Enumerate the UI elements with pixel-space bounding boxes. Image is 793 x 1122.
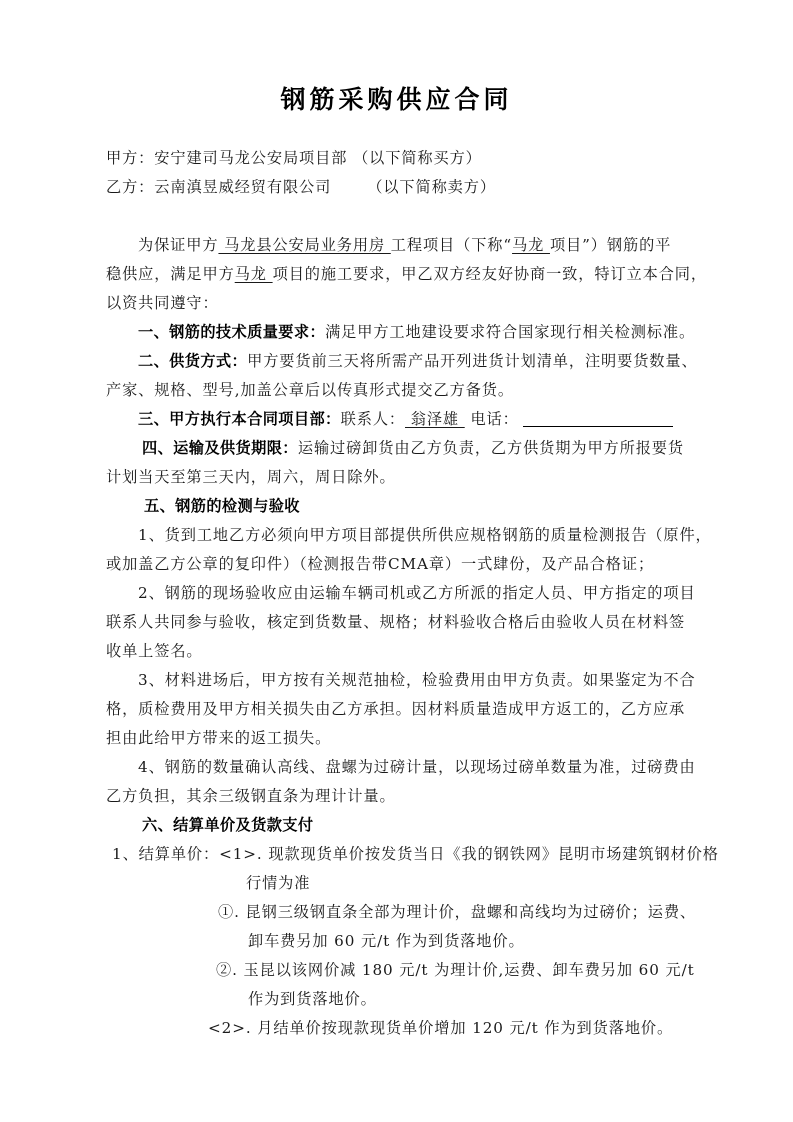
document-title: 钢筋采购供应合同 bbox=[280, 85, 513, 114]
section-3 bbox=[138, 409, 728, 429]
settlement-point-a-line-2: 卸车费另加 60 元/t 作为到货落地价。 bbox=[248, 932, 525, 950]
section-1-heading: 一、钢筋的技术质量要求： bbox=[138, 323, 326, 341]
preamble-line-2 bbox=[106, 264, 707, 284]
section-5-heading-text: 五、钢筋的检测与验收 bbox=[144, 497, 300, 515]
section-2-line-2: 产家、规格、型号,加盖公章后以传真形式提交乙方备货。 bbox=[106, 381, 514, 399]
section-2 bbox=[138, 351, 728, 371]
settlement-sub-1: <1>. 现款现货单价按发货当日《我的钢铁网》昆明市场建筑钢材价格 bbox=[219, 845, 719, 863]
settlement-point-b-line-1: ②. 玉昆以该网价减 180 元/t 为理计价,运费、卸车费另加 60 元/t bbox=[216, 961, 695, 979]
settlement-price-label: 1、结算单价： bbox=[112, 845, 220, 863]
party-b-label: 乙方： bbox=[106, 178, 155, 196]
settlement-point-b-line-2: 作为到货落地价。 bbox=[248, 990, 377, 1008]
section-5-item-2-line-1: 2、钢筋的现场验收应由运输车辆司机或乙方所派的指定人员、甲方指定的项目 bbox=[138, 584, 696, 602]
section-5-item-3-line-3: 担由此给甲方带来的返工损失。 bbox=[106, 729, 332, 747]
party-a-label: 甲方： bbox=[106, 149, 155, 167]
section-6-item-1 bbox=[112, 844, 719, 864]
section-4-text: 运输过磅卸货由乙方负责，乙方供货期为甲方所报要货 bbox=[297, 439, 684, 457]
preamble-text: 项目”）钢筋的平 bbox=[549, 236, 672, 254]
settlement-point-a-line-1: ①. 昆钢三级钢直条全部为理计价，盘螺和高线均为过磅价；运费、 bbox=[218, 903, 696, 921]
section-6-heading bbox=[142, 815, 732, 835]
section-5-item-2-line-2: 联系人共同参与验收，核定到货数量、规格；材料验收合格后由验收人员在材料签 bbox=[106, 613, 686, 631]
section-5-item-3-line-2: 格，质检费用及甲方相关损失由乙方承担。因材料质量造成甲方返工的，乙方应承 bbox=[106, 700, 686, 718]
phone-label: 电话： bbox=[470, 410, 519, 428]
phone-blank-field bbox=[523, 410, 673, 427]
preamble-line-3: 以资共同遵守： bbox=[106, 294, 219, 312]
project-short-name-2: 马龙 bbox=[234, 265, 273, 283]
section-6-heading-text: 六、结算单价及货款支付 bbox=[142, 816, 314, 834]
party-a-note: （以下简称买方） bbox=[353, 149, 482, 167]
contact-label: 联系人： bbox=[340, 410, 405, 428]
section-5-item-4-line-2: 乙方负担，其余三级钢直条为理计计量。 bbox=[106, 787, 396, 805]
preamble-line-1 bbox=[138, 235, 728, 255]
section-5-item-2-line-3: 收单上签名。 bbox=[106, 642, 203, 660]
party-a-name: 安宁建司马龙公安局项目部 bbox=[154, 149, 348, 167]
section-5-item-4-line-1: 4、钢筋的数量确认高线、盘螺为过磅计量，以现场过磅单数量为准，过磅费由 bbox=[138, 758, 696, 776]
project-short-name: 马龙 bbox=[512, 236, 550, 254]
section-5-item-3-line-1: 3、材料进场后，甲方按有关规范抽检，检验费用由甲方负责。如果鉴定为不合 bbox=[138, 671, 696, 689]
preamble-text: 工程项目（下称“ bbox=[390, 236, 513, 254]
preamble-text: 为保证甲方 bbox=[138, 236, 219, 254]
preamble-text: 稳供应，满足甲方 bbox=[106, 265, 235, 283]
section-5-item-1-line-1: 1、货到工地乙方必须向甲方项目部提供所供应规格钢筋的质量检测报告（原件， bbox=[138, 526, 712, 544]
section-4-heading: 四、运输及供货期限： bbox=[142, 439, 298, 457]
contact-name: 翁泽雄 bbox=[405, 410, 465, 428]
section-1 bbox=[138, 322, 728, 342]
party-a-line bbox=[106, 148, 696, 168]
section-1-text: 满足甲方工地建设要求符合国家现行相关检测标准。 bbox=[325, 323, 696, 341]
section-2-text: 甲方要货前三天将所需产品开列进货计划清单，注明要货数量、 bbox=[247, 352, 698, 370]
section-5-heading bbox=[144, 496, 734, 516]
section-4-line-2: 计划当天至第三天内，周六，周日除外。 bbox=[106, 468, 396, 486]
section-3-heading: 三、甲方执行本合同项目部： bbox=[138, 410, 341, 428]
settlement-sub-2: <2>. 月结单价按现款现货单价增加 120 元/t 作为到货落地价。 bbox=[208, 1019, 674, 1037]
settlement-sub-1-line-2: 行情为准 bbox=[246, 874, 311, 892]
section-5-item-1-line-2: 或加盖乙方公章的复印件）（检测报告带CMA章）一式肆份，及产品合格证； bbox=[106, 555, 655, 573]
section-2-heading: 二、供货方式： bbox=[138, 352, 248, 370]
party-b-line bbox=[106, 177, 696, 197]
project-name: 马龙县公安局业务用房 bbox=[218, 236, 391, 254]
preamble-text: 项目的施工要求，甲乙双方经友好协商一致，特订立本合同， bbox=[272, 265, 707, 283]
party-b-note: （以下简称卖方） bbox=[367, 178, 496, 196]
section-4 bbox=[142, 438, 732, 458]
party-b-name: 云南滇昱威经贸有限公司 bbox=[154, 178, 332, 196]
